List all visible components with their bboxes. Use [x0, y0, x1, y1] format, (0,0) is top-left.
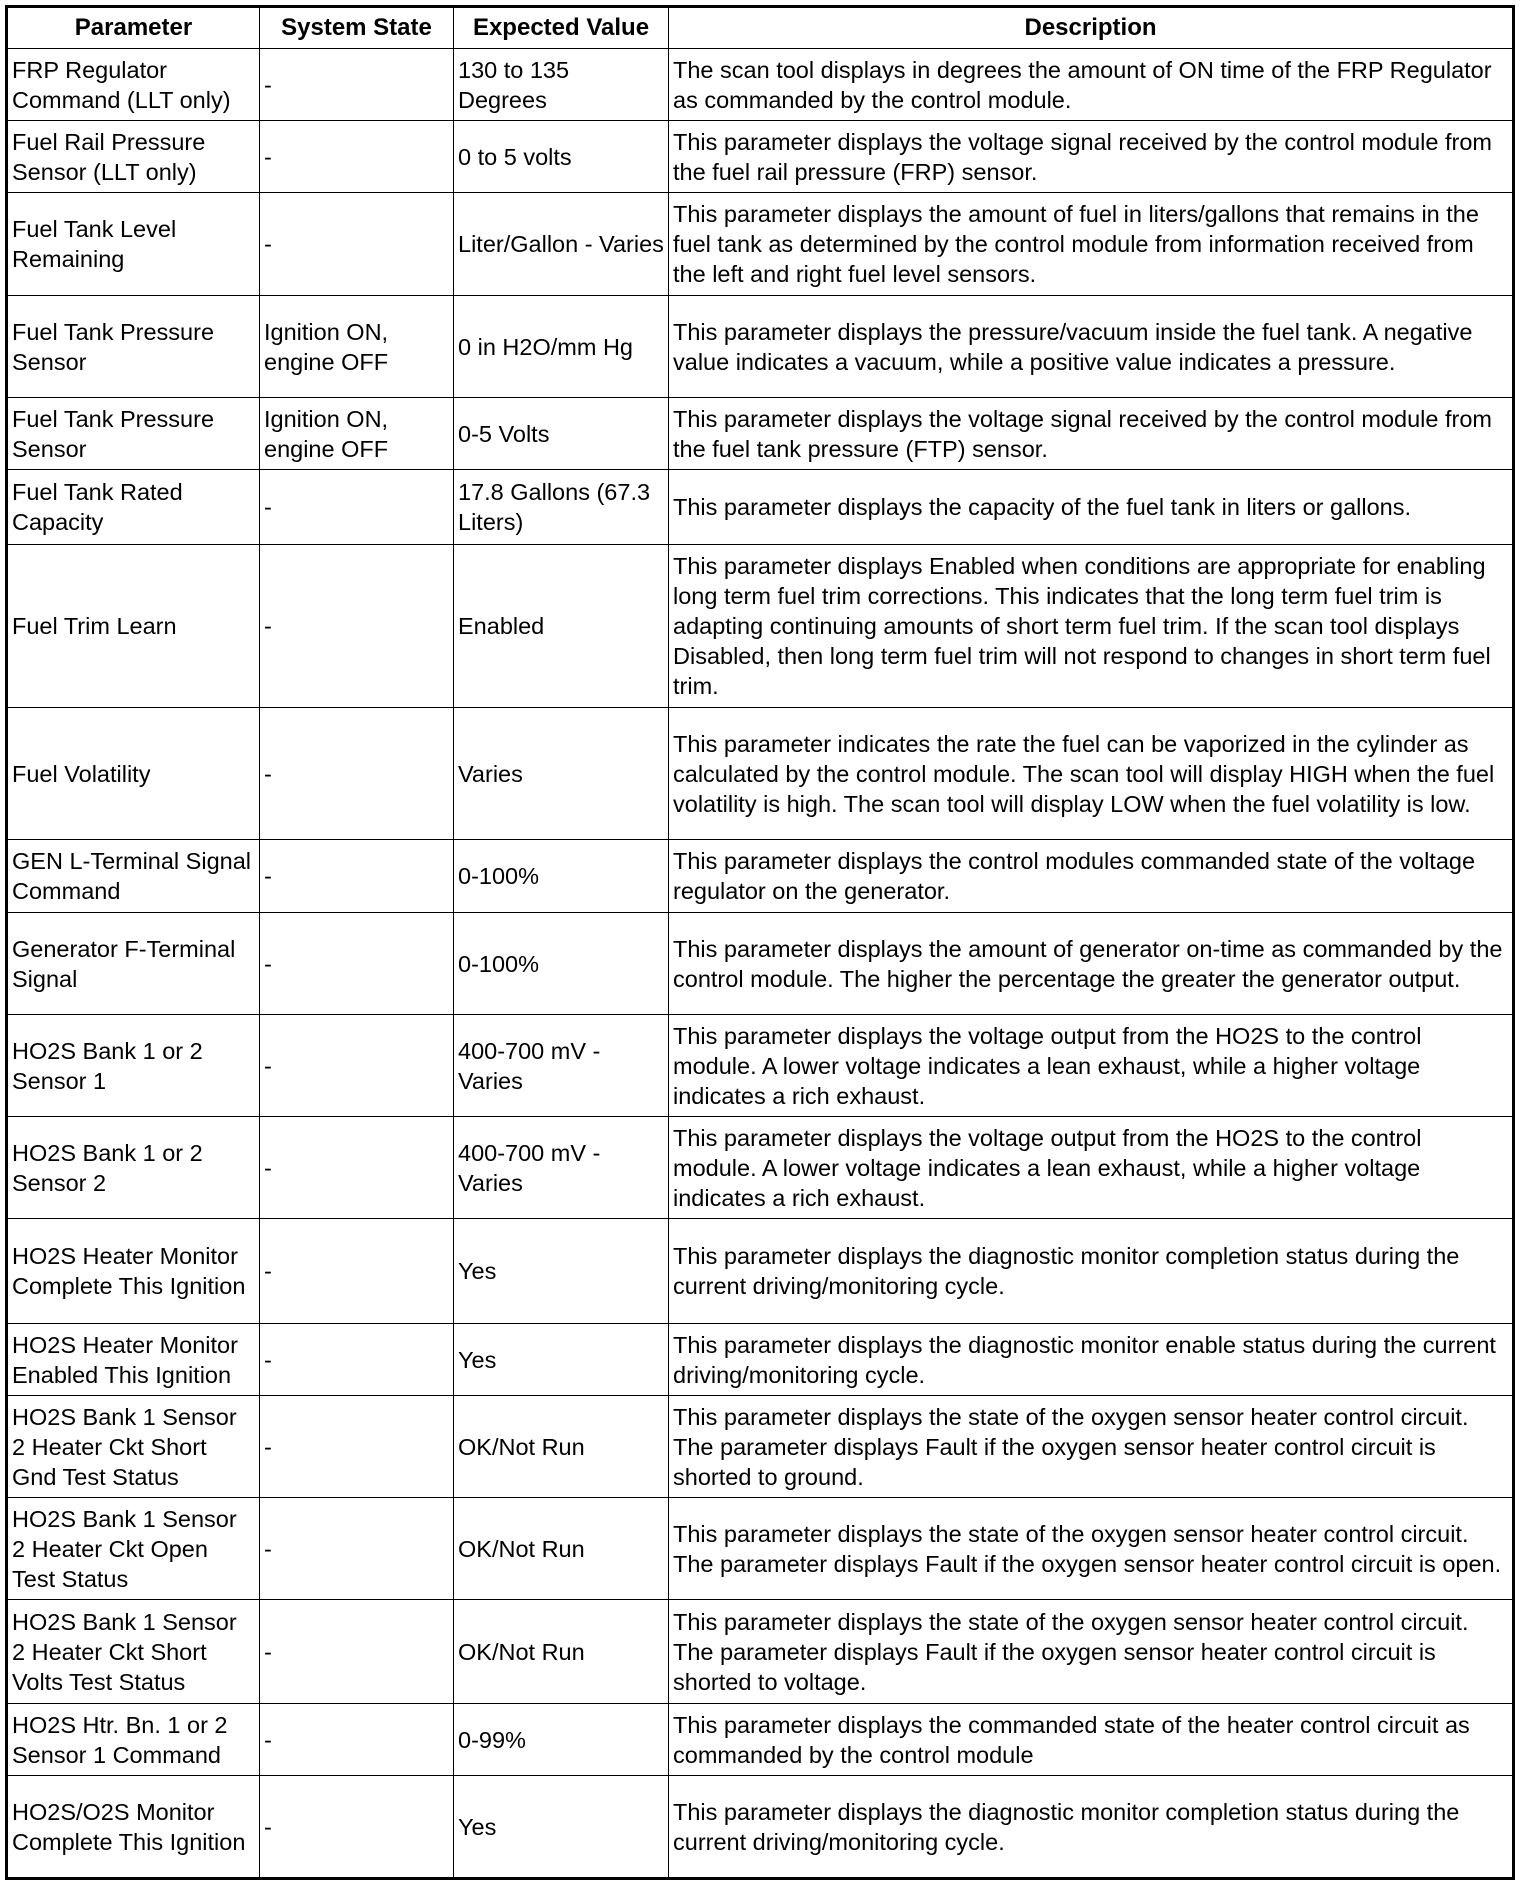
description-cell: This parameter displays Enabled when conditions are appropriate for enabling long term fuel trim corrections. This indicates that the long term fuel trim is adapting continuing amounts of short term fuel trim. If the scan tool displays Disabled, then long term fuel trim will not respond to changes in short term fuel trim. — [669, 545, 1514, 708]
parameter-cell: Fuel Volatility — [7, 708, 260, 840]
header-description: Description — [669, 7, 1514, 49]
system-state-cell: Ignition ON, engine OFF — [260, 296, 454, 398]
description-cell: This parameter displays the control modules commanded state of the voltage regulator on the generator. — [669, 840, 1514, 913]
system-state-cell: - — [260, 1324, 454, 1396]
system-state-cell: - — [260, 49, 454, 121]
expected-value-cell: 0-100% — [454, 913, 669, 1015]
table-row — [7, 1600, 1514, 1704]
description-cell: This parameter displays the state of the oxygen sensor heater control circuit. The parameter displays Fault if the oxygen sensor heater control circuit is shorted to voltage. — [669, 1600, 1514, 1704]
parameter-cell: Fuel Tank Pressure Sensor — [7, 398, 260, 470]
system-state-cell: - — [260, 913, 454, 1015]
table-row — [7, 193, 1514, 296]
table-row — [7, 1776, 1514, 1879]
table-row — [7, 398, 1514, 470]
parameter-cell: HO2S Heater Monitor Enabled This Ignition — [7, 1324, 260, 1396]
description-cell: This parameter displays the voltage output from the HO2S to the control module. A lower voltage indicates a lean exhaust, while a higher voltage indicates a rich exhaust. — [669, 1015, 1514, 1117]
description-cell: This parameter indicates the rate the fuel can be vaporized in the cylinder as calculated by the control module. The scan tool will display HIGH when the fuel volatility is high. The scan tool will display LOW when the fuel volatility is low. — [669, 708, 1514, 840]
expected-value-cell: OK/Not Run — [454, 1600, 669, 1704]
table-row — [7, 1117, 1514, 1219]
expected-value-cell: 0 to 5 volts — [454, 121, 669, 193]
table-row — [7, 1704, 1514, 1776]
table-row — [7, 1396, 1514, 1498]
expected-value-cell: OK/Not Run — [454, 1396, 669, 1498]
description-cell: This parameter displays the diagnostic monitor completion status during the current driving/monitoring cycle. — [669, 1219, 1514, 1324]
table-row — [7, 49, 1514, 121]
system-state-cell: - — [260, 1117, 454, 1219]
header-row — [7, 7, 1514, 49]
table-row — [7, 708, 1514, 840]
table-row — [7, 470, 1514, 545]
parameter-cell: HO2S Bank 1 Sensor 2 Heater Ckt Short Gnd Test Status — [7, 1396, 260, 1498]
expected-value-cell: Varies — [454, 708, 669, 840]
table-row — [7, 1015, 1514, 1117]
system-state-cell: - — [260, 1015, 454, 1117]
description-cell: This parameter displays the state of the oxygen sensor heater control circuit. The parameter displays Fault if the oxygen sensor heater control circuit is open. — [669, 1498, 1514, 1600]
description-cell: This parameter displays the diagnostic monitor enable status during the current driving/monitoring cycle. — [669, 1324, 1514, 1396]
system-state-cell: - — [260, 1776, 454, 1879]
expected-value-cell: 400-700 mV - Varies — [454, 1015, 669, 1117]
table-row — [7, 913, 1514, 1015]
system-state-cell: - — [260, 1498, 454, 1600]
description-cell: This parameter displays the voltage signal received by the control module from the fuel tank pressure (FTP) sensor. — [669, 398, 1514, 470]
table-row — [7, 1219, 1514, 1324]
system-state-cell: - — [260, 193, 454, 296]
expected-value-cell: 0-99% — [454, 1704, 669, 1776]
parameter-cell: HO2S Bank 1 or 2 Sensor 1 — [7, 1015, 260, 1117]
parameter-cell: HO2S Bank 1 Sensor 2 Heater Ckt Short Volts Test Status — [7, 1600, 260, 1704]
parameter-cell: HO2S Htr. Bn. 1 or 2 Sensor 1 Command — [7, 1704, 260, 1776]
table-row — [7, 1324, 1514, 1396]
system-state-cell: - — [260, 545, 454, 708]
parameter-cell: HO2S Bank 1 Sensor 2 Heater Ckt Open Test Status — [7, 1498, 260, 1600]
parameter-cell: Fuel Rail Pressure Sensor (LLT only) — [7, 121, 260, 193]
expected-value-cell: 130 to 135 Degrees — [454, 49, 669, 121]
expected-value-cell: 0 in H2O/mm Hg — [454, 296, 669, 398]
system-state-cell: - — [260, 1219, 454, 1324]
system-state-cell: - — [260, 1704, 454, 1776]
system-state-cell: - — [260, 1600, 454, 1704]
parameter-table — [5, 5, 1515, 1880]
description-cell: This parameter displays the diagnostic monitor completion status during the current driving/monitoring cycle. — [669, 1776, 1514, 1879]
parameter-cell: Fuel Tank Level Remaining — [7, 193, 260, 296]
parameter-cell: FRP Regulator Command (LLT only) — [7, 49, 260, 121]
expected-value-cell: 17.8 Gallons (67.3 Liters) — [454, 470, 669, 545]
description-cell: This parameter displays the amount of generator on-time as commanded by the control module. The higher the percentage the greater the generator output. — [669, 913, 1514, 1015]
parameter-cell: HO2S Bank 1 or 2 Sensor 2 — [7, 1117, 260, 1219]
system-state-cell: - — [260, 121, 454, 193]
parameter-cell: GEN L-Terminal Signal Command — [7, 840, 260, 913]
parameter-cell: Fuel Tank Pressure Sensor — [7, 296, 260, 398]
description-cell: This parameter displays the commanded state of the heater control circuit as commanded by the control module — [669, 1704, 1514, 1776]
parameter-cell: Fuel Tank Rated Capacity — [7, 470, 260, 545]
system-state-cell: - — [260, 470, 454, 545]
header-system-state: System State — [260, 7, 454, 49]
system-state-cell: - — [260, 708, 454, 840]
parameter-cell: Fuel Trim Learn — [7, 545, 260, 708]
description-cell: The scan tool displays in degrees the amount of ON time of the FRP Regulator as commanded by the control module. — [669, 49, 1514, 121]
parameter-cell: Generator F-Terminal Signal — [7, 913, 260, 1015]
expected-value-cell: 0-5 Volts — [454, 398, 669, 470]
table-row — [7, 296, 1514, 398]
table-body — [7, 49, 1514, 1879]
description-cell: This parameter displays the amount of fuel in liters/gallons that remains in the fuel tank as determined by the control module from information received from the left and right fuel level sensors. — [669, 193, 1514, 296]
table-row — [7, 121, 1514, 193]
parameter-cell: HO2S/O2S Monitor Complete This Ignition — [7, 1776, 260, 1879]
expected-value-cell: Yes — [454, 1219, 669, 1324]
expected-value-cell: Enabled — [454, 545, 669, 708]
description-cell: This parameter displays the state of the oxygen sensor heater control circuit. The parameter displays Fault if the oxygen sensor heater control circuit is shorted to ground. — [669, 1396, 1514, 1498]
table-row — [7, 545, 1514, 708]
expected-value-cell: 400-700 mV - Varies — [454, 1117, 669, 1219]
expected-value-cell: OK/Not Run — [454, 1498, 669, 1600]
system-state-cell: - — [260, 1396, 454, 1498]
description-cell: This parameter displays the capacity of the fuel tank in liters or gallons. — [669, 470, 1514, 545]
table-row — [7, 1498, 1514, 1600]
system-state-cell: - — [260, 840, 454, 913]
description-cell: This parameter displays the voltage signal received by the control module from the fuel rail pressure (FRP) sensor. — [669, 121, 1514, 193]
header-parameter: Parameter — [7, 7, 260, 49]
expected-value-cell: Yes — [454, 1776, 669, 1879]
table-row — [7, 840, 1514, 913]
expected-value-cell: Liter/Gallon - Varies — [454, 193, 669, 296]
expected-value-cell: 0-100% — [454, 840, 669, 913]
header-expected-value: Expected Value — [454, 7, 669, 49]
description-cell: This parameter displays the pressure/vacuum inside the fuel tank. A negative value indicates a vacuum, while a positive value indicates a pressure. — [669, 296, 1514, 398]
description-cell: This parameter displays the voltage output from the HO2S to the control module. A lower voltage indicates a lean exhaust, while a higher voltage indicates a rich exhaust. — [669, 1117, 1514, 1219]
parameter-cell: HO2S Heater Monitor Complete This Ignition — [7, 1219, 260, 1324]
system-state-cell: Ignition ON, engine OFF — [260, 398, 454, 470]
expected-value-cell: Yes — [454, 1324, 669, 1396]
